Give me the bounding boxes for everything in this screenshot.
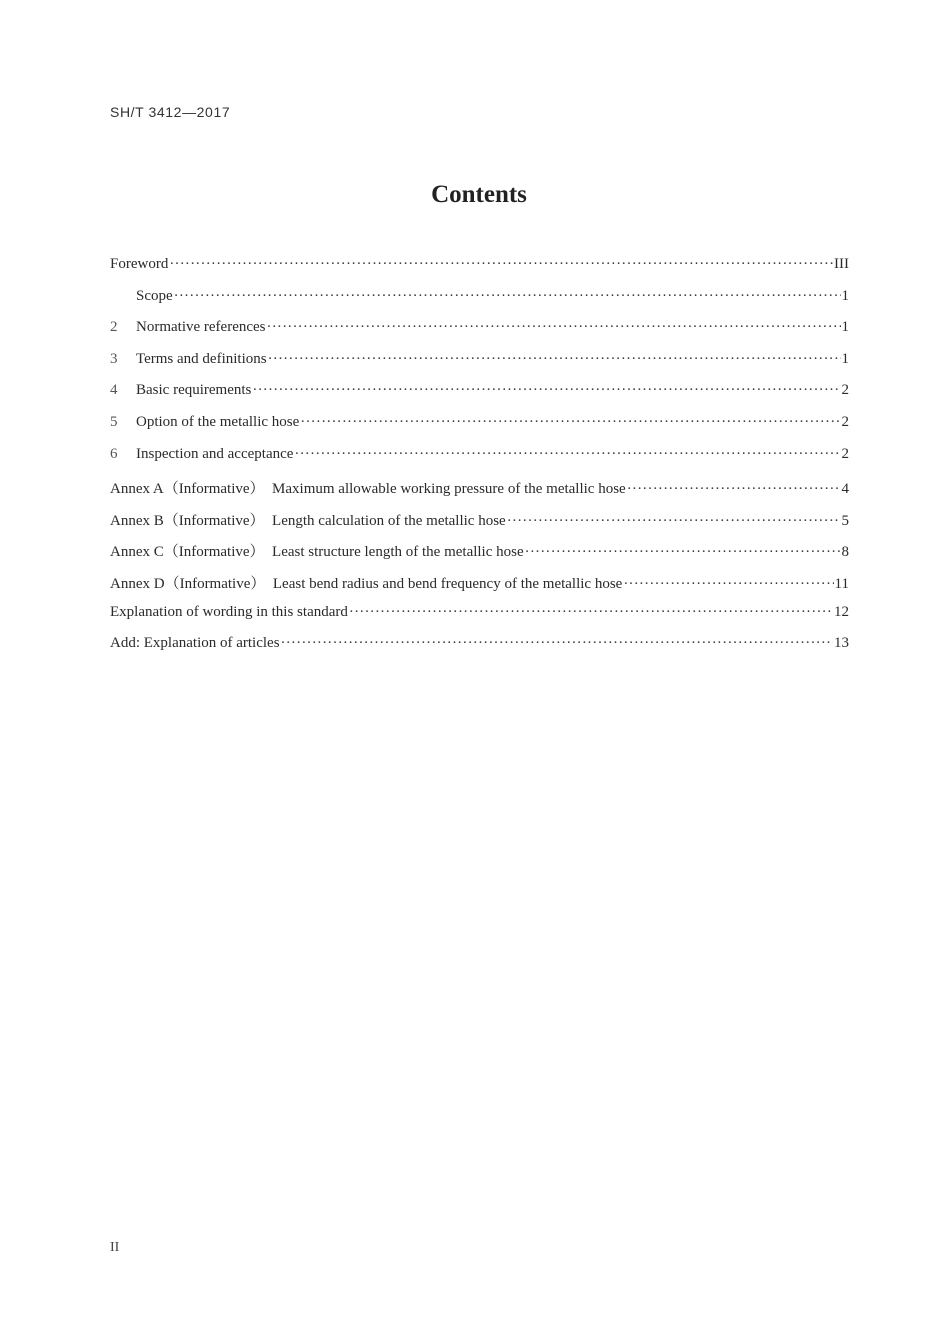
toc-entry-label: Add: Explanation of articles (110, 635, 280, 652)
dot-leader (349, 604, 833, 621)
dot-leader (525, 544, 841, 561)
toc-entry-label: Annex B（Informative） Length calculation of the metallic hose (110, 512, 506, 529)
toc-entry-scope[interactable] (110, 288, 849, 320)
dot-leader (252, 382, 840, 399)
toc-entry-annex-c[interactable] (110, 540, 849, 572)
toc-page-number: 8 (841, 544, 849, 561)
dot-leader (268, 351, 841, 368)
toc-page-number: 2 (841, 382, 849, 399)
toc-entry-inspection-and-acceptance[interactable] (110, 446, 849, 478)
toc-entry-annex-b[interactable] (110, 509, 849, 541)
toc-entry-label: Explanation of wording in this standard (110, 603, 348, 620)
toc-entry-explanation-of-articles[interactable] (110, 635, 849, 667)
document-code: SH/T 3412—2017 (110, 104, 231, 120)
dot-leader (267, 319, 841, 336)
toc-entry-label: Terms and definitions (136, 350, 267, 367)
toc-section-number: 3 (110, 350, 118, 367)
dot-leader (169, 256, 833, 273)
toc-section-number: 6 (110, 445, 118, 462)
toc-page-number: III (834, 256, 849, 272)
dot-leader (623, 576, 833, 593)
toc-entry-annex-a[interactable] (110, 477, 849, 509)
toc-page-number: 4 (841, 481, 849, 498)
toc-page-number: 12 (834, 603, 849, 620)
toc-entry-label: Option of the metallic hose (136, 413, 300, 430)
table-of-contents (110, 256, 849, 667)
dot-leader (281, 635, 833, 652)
toc-page-number: 2 (841, 413, 849, 430)
toc-entry-basic-requirements[interactable] (110, 382, 849, 414)
toc-entry-explanation-of-wording[interactable] (110, 604, 849, 636)
toc-entry-label: Annex D（Informative） Least bend radius and bend frequency of the metallic hose (110, 575, 623, 592)
toc-section-number: 2 (110, 319, 118, 336)
toc-entry-label: Annex A（Informative） Maximum allowable working pressure of the metallic hose (110, 481, 626, 498)
footer-page-number: II (110, 1240, 120, 1255)
toc-entry-normative-references[interactable] (110, 319, 849, 351)
toc-page-number: 1 (841, 350, 849, 367)
toc-entry-label: Foreword (110, 256, 169, 272)
dot-leader (294, 446, 840, 463)
toc-entry-label: Annex C（Informative） Least structure length of the metallic hose (110, 544, 524, 561)
dot-leader (507, 513, 841, 530)
page-title: Contents (431, 181, 527, 208)
toc-entry-terms-and-definitions[interactable] (110, 351, 849, 383)
toc-page-number: 1 (841, 287, 849, 304)
toc-section-number: 5 (110, 413, 118, 430)
toc-page-number: 2 (841, 445, 849, 462)
toc-entry-label: Basic requirements (136, 382, 252, 399)
toc-entry-label: Inspection and acceptance (136, 445, 294, 462)
toc-page-number: 5 (841, 512, 849, 529)
toc-entry-label: Scope (136, 287, 173, 304)
toc-page-number: 13 (834, 635, 849, 652)
toc-entry-annex-d[interactable] (110, 572, 849, 604)
dot-leader (300, 414, 840, 431)
toc-page-number: 11 (834, 575, 849, 592)
toc-entry-foreword[interactable] (110, 256, 849, 288)
toc-entry-option-of-hose[interactable] (110, 414, 849, 446)
toc-entry-label: Normative references (136, 319, 266, 336)
toc-section-number: 4 (110, 382, 118, 399)
dot-leader (174, 288, 841, 305)
toc-page-number: 1 (841, 319, 849, 336)
dot-leader (627, 481, 841, 498)
